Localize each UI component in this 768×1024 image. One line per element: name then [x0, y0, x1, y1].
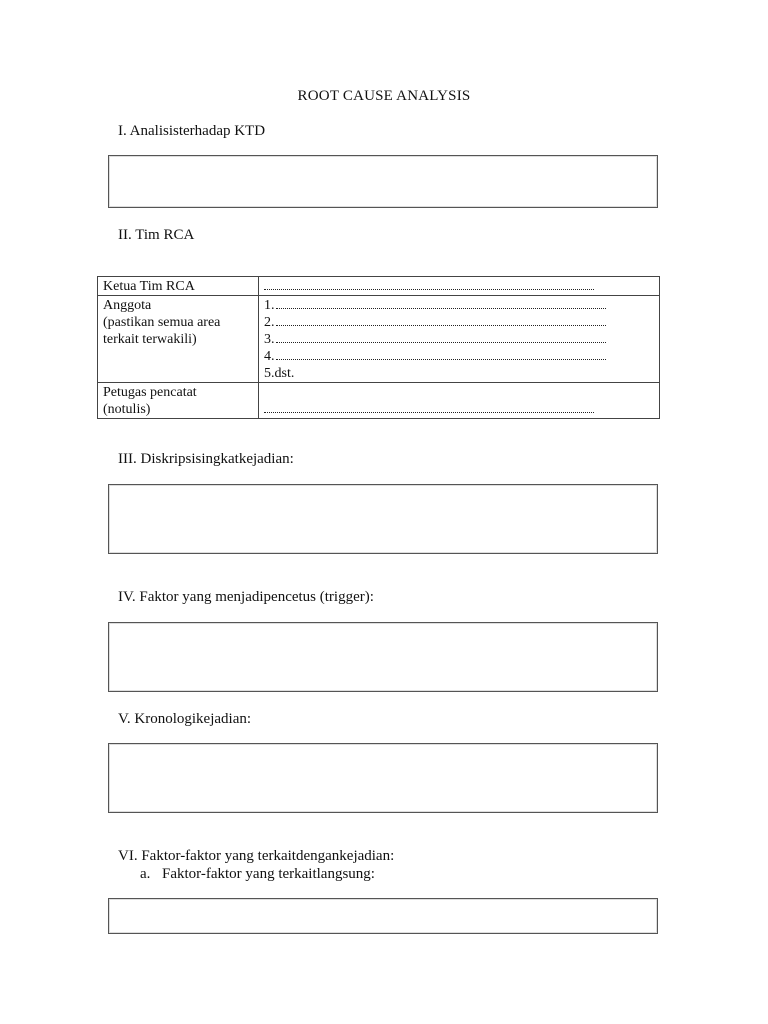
- anggota-label-cell: [98, 296, 259, 383]
- section-6-heading: VI. Faktor-faktor yang terkaitdengankejadian:: [118, 848, 395, 864]
- anggota-label-line-3: terkait terwakili): [103, 332, 197, 347]
- ketua-value-cell[interactable]: [259, 277, 660, 296]
- rca-team-table: [97, 276, 660, 419]
- section-5-answer-box[interactable]: [108, 743, 658, 813]
- section-2-heading: II. Tim RCA: [118, 227, 195, 243]
- petugas-value-cell[interactable]: [259, 383, 660, 419]
- section-3-answer-box[interactable]: [108, 484, 658, 554]
- section-6a-marker: a.: [140, 866, 151, 882]
- section-3-heading: III. Diskripsisingkatkejadian:: [118, 451, 294, 467]
- anggota-label-line-2: (pastikan semua area: [103, 315, 221, 330]
- ketua-dotted-line: [264, 278, 654, 295]
- member-line-4: 4.: [264, 348, 654, 365]
- table-row: [98, 383, 660, 419]
- petugas-label-line-1: Petugas pencatat: [103, 385, 197, 400]
- anggota-value-cell[interactable]: [259, 296, 660, 383]
- member-line-3: 3.: [264, 331, 654, 348]
- petugas-spacer: [264, 384, 654, 401]
- petugas-label-cell: [98, 383, 259, 419]
- table-row: [98, 296, 660, 383]
- ketua-label-cell: [98, 277, 259, 296]
- anggota-label-line-1: Anggota: [103, 298, 152, 313]
- member-line-2: 2.: [264, 314, 654, 331]
- section-6a-answer-box[interactable]: [108, 898, 658, 934]
- member-line-1: 1.: [264, 297, 654, 314]
- member-line-5: 5.dst.: [264, 366, 295, 381]
- petugas-label-line-2: (notulis): [103, 402, 151, 417]
- section-5-heading: V. Kronologikejadian:: [118, 711, 252, 727]
- ketua-label: Ketua Tim RCA: [103, 279, 195, 294]
- petugas-dotted-line: [264, 401, 654, 418]
- table-row: [98, 277, 660, 296]
- section-4-answer-box[interactable]: [108, 622, 658, 692]
- section-4-heading: IV. Faktor yang menjadipencetus (trigger):: [118, 589, 374, 605]
- section-1-answer-box[interactable]: [108, 155, 658, 208]
- section-6a-heading: [140, 866, 375, 883]
- document-title: ROOT CAUSE ANALYSIS: [297, 88, 471, 104]
- section-6a-text: Faktor-faktor yang terkaitlangsung:: [162, 866, 375, 882]
- section-1-heading: I. Analisisterhadap KTD: [118, 123, 266, 139]
